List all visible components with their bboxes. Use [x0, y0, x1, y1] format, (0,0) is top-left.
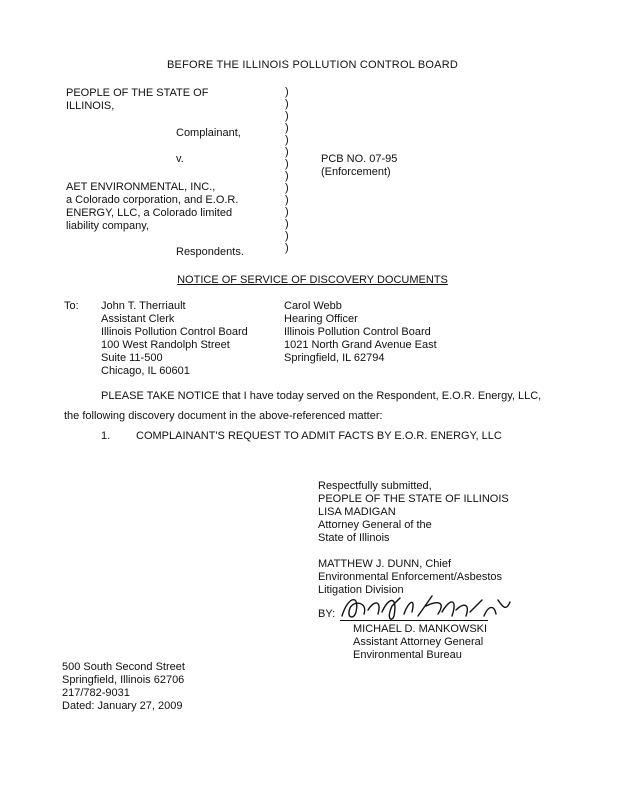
attorney-general-title2: State of Illinois — [318, 532, 390, 544]
signer-title: Assistant Attorney General — [353, 636, 484, 648]
defendant-line1: AET ENVIRONMENTAL, INC., — [66, 181, 216, 193]
paren: ) — [285, 182, 289, 194]
case-number: PCB NO. 07-95 — [321, 153, 398, 165]
dated: Dated: January 27, 2009 — [62, 700, 183, 712]
recipient-address1: 1021 North Grand Avenue East — [284, 339, 437, 351]
document-item-title: COMPLAINANT'S REQUEST TO ADMIT FACTS BY E.O.R. ENERGY, LLC — [136, 430, 502, 442]
signature-line — [340, 620, 488, 621]
closing: Respectfully submitted, — [318, 480, 432, 492]
recipient-name: John T. Therriault — [101, 300, 186, 312]
paren: ) — [285, 146, 289, 158]
signer-name: MICHAEL D. MANKOWSKI — [353, 623, 488, 635]
versus: v. — [176, 153, 184, 165]
plaintiff-name-line1: PEOPLE OF THE STATE OF — [66, 87, 209, 99]
recipient-org: Illinois Pollution Control Board — [284, 326, 431, 338]
division-line1: Environmental Enforcement/Asbestos — [318, 571, 503, 583]
paren: ) — [285, 158, 289, 170]
to-label: To: — [64, 300, 79, 312]
paren: ) — [285, 122, 289, 134]
defendant-line2: a Colorado corporation, and E.O.R. — [66, 194, 239, 206]
paren: ) — [285, 206, 289, 218]
case-type: (Enforcement) — [321, 166, 391, 178]
document-item-number: 1. — [101, 430, 111, 442]
recipient-name: Carol Webb — [284, 300, 342, 312]
paren: ) — [285, 230, 289, 242]
notice-body-line2: the following discovery document in the above-referenced matter: — [64, 410, 383, 422]
notice-body-line1: PLEASE TAKE NOTICE that I have today served on the Respondent, E.O.R. Energy, LLC, — [101, 390, 542, 402]
plaintiff-name-line2: ILLINOIS, — [66, 100, 115, 112]
paren: ) — [285, 110, 289, 122]
page-heading: BEFORE THE ILLINOIS POLLUTION CONTROL BOARD — [167, 59, 458, 71]
signer-bureau: Environmental Bureau — [353, 649, 462, 661]
attorney-general-name: LISA MADIGAN — [318, 506, 396, 518]
paren: ) — [285, 86, 289, 98]
paren: ) — [285, 170, 289, 182]
by-label: BY: — [318, 608, 336, 620]
party-name: PEOPLE OF THE STATE OF ILLINOIS — [318, 493, 509, 505]
notice-title: NOTICE OF SERVICE OF DISCOVERY DOCUMENTS — [177, 274, 448, 286]
recipient-address1: 100 West Randolph Street — [101, 339, 230, 351]
defendant-role: Respondents. — [176, 246, 244, 258]
recipient-org: Illinois Pollution Control Board — [101, 326, 248, 338]
address-phone: 217/782-9031 — [62, 687, 130, 699]
attorney-general-title1: Attorney General of the — [318, 519, 432, 531]
plaintiff-role: Complainant, — [176, 127, 241, 139]
recipient-title: Hearing Officer — [284, 313, 358, 325]
recipient-city: Chicago, IL 60601 — [101, 365, 190, 377]
recipient-address2: Suite 11-500 — [101, 352, 163, 364]
caption-parentheses — [285, 86, 291, 254]
recipient-title: Assistant Clerk — [101, 313, 175, 325]
address-street: 500 South Second Street — [62, 661, 185, 673]
division-line2: Litigation Division — [318, 584, 404, 596]
paren: ) — [285, 194, 289, 206]
defendant-line4: liability company, — [66, 220, 149, 232]
paren: ) — [285, 242, 289, 254]
recipient-city: Springfield, IL 62794 — [284, 352, 385, 364]
defendant-line3: ENERGY, LLC, a Colorado limited — [66, 207, 233, 219]
paren: ) — [285, 134, 289, 146]
address-city: Springfield, Illinois 62706 — [62, 674, 185, 686]
chief-name: MATTHEW J. DUNN, Chief — [318, 558, 452, 570]
paren: ) — [285, 218, 289, 230]
paren: ) — [285, 98, 289, 110]
